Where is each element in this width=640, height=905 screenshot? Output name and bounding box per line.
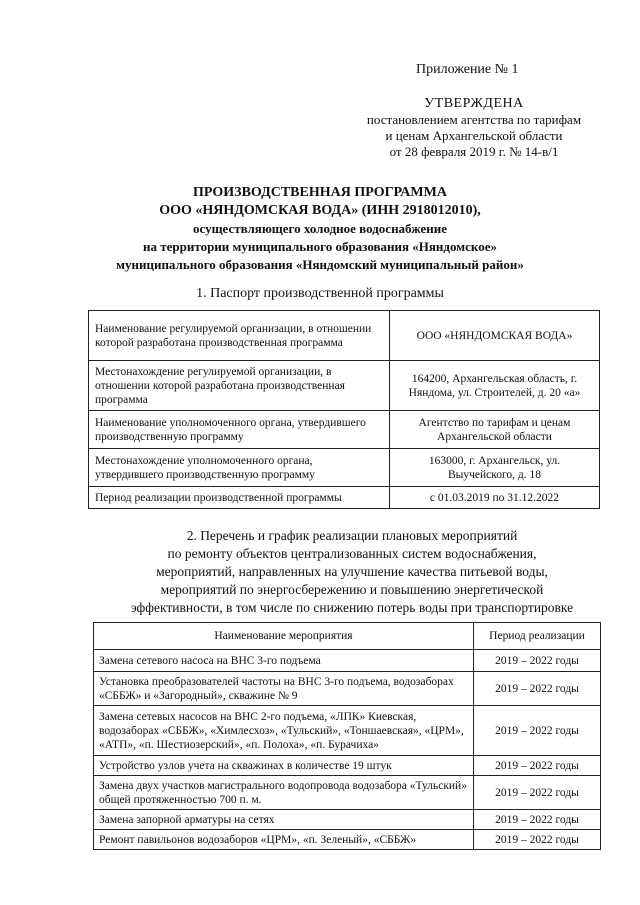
title-line: муниципального образования «Няндомский муниципальный район»: [116, 257, 524, 272]
table-row: [94, 810, 601, 830]
passport-label: Наименование уполномоченного органа, утвердившего производственную программу: [89, 411, 390, 449]
passport-value: ООО «НЯНДОМСКАЯ ВОДА»: [390, 311, 600, 361]
table-row: [89, 411, 600, 449]
measure-name: Замена запорной арматуры на сетях: [94, 810, 474, 830]
measure-period: 2019 – 2022 годы: [474, 756, 601, 776]
title-line: ООО «НЯНДОМСКАЯ ВОДА» (ИНН 2918012010),: [159, 203, 481, 218]
measure-period: 2019 – 2022 годы: [474, 776, 601, 810]
appendix-label: Приложение № 1: [416, 62, 519, 77]
measure-name: Замена двух участков магистрального водопровода водозабора «Тульский» общей протяженностью 700 п. м.: [94, 776, 474, 810]
measure-name: Замена сетевого насоса на ВНС 3-го подъема: [94, 650, 474, 672]
table-row: [94, 706, 601, 756]
measure-name: Устройство узлов учета на скважинах в количестве 19 штук: [94, 756, 474, 776]
table-row: [94, 830, 601, 850]
measure-period: 2019 – 2022 годы: [474, 830, 601, 850]
passport-value: 164200, Архангельская область, г. Няндома, ул. Строителей, д. 20 «а»: [390, 361, 600, 411]
measure-period: 2019 – 2022 годы: [474, 706, 601, 756]
table-row: [94, 650, 601, 672]
section2-heading: [86, 527, 618, 617]
table-row: [94, 672, 601, 706]
measure-period: 2019 – 2022 годы: [474, 810, 601, 830]
passport-label: Местонахождение регулируемой организации, в отношении которой разработана производственная программа: [89, 361, 390, 411]
passport-value: Агентство по тарифам и ценам Архангельской области: [390, 411, 600, 449]
table-row: [94, 756, 601, 776]
table-row: [89, 487, 600, 509]
approval-line: и ценам Архангельской области: [385, 128, 563, 143]
title-line: ПРОИЗВОДСТВЕННАЯ ПРОГРАММА: [193, 185, 447, 200]
table-header-row: [94, 623, 601, 650]
table-row: [89, 361, 600, 411]
approval-heading: УТВЕРЖДЕНА: [424, 96, 524, 111]
document-title: [80, 184, 560, 274]
table-row: [89, 311, 600, 361]
section2-line: мероприятий, направленных на улучшение качества питьевой воды,: [156, 564, 548, 579]
measures-table: [93, 622, 601, 850]
section1-heading: 1. Паспорт производственной программы: [196, 286, 444, 301]
passport-value: с 01.03.2019 по 31.12.2022: [390, 487, 600, 509]
approval-line: постановлением агентства по тарифам: [366, 112, 582, 127]
section2-line: эффективности, в том числе по снижению потерь воды при транспортировке: [130, 600, 574, 615]
section2-line: 2. Перечень и график реализации плановых мероприятий: [186, 528, 518, 543]
table-row: [94, 776, 601, 810]
passport-label: Местонахождение уполномоченного органа, утвердившего производственную программу: [89, 449, 390, 487]
column-header-name: Наименование мероприятия: [94, 623, 474, 650]
column-header-period: Период реализации: [474, 623, 601, 650]
section2-line: по ремонту объектов централизованных систем водоснабжения,: [167, 546, 537, 561]
approval-block: [340, 96, 608, 160]
measure-name: Замена сетевых насосов на ВНС 2-го подъема, «ЛПК» Киевская, водозаборах «СББЖ», «Химлесхоз», «Тульский», «Тоншаевская», «ЦРМ», «АТП», «п. Шестиозерский», «п. Полоха», «п. Бурачиха»: [94, 706, 474, 756]
measure-name: Установка преобразователей частоты на ВНС 3-го подъема, водозаборах «СББЖ» и «Загородный», скважине № 9: [94, 672, 474, 706]
passport-label: Период реализации производственной программы: [89, 487, 390, 509]
passport-label: Наименование регулируемой организации, в отношении которой разработана производственная программа: [89, 311, 390, 361]
title-line: на территории муниципального образования «Няндомское»: [143, 239, 497, 254]
approval-date-line: от 28 февраля 2019 г. № 14-в/1: [389, 144, 559, 159]
measure-period: 2019 – 2022 годы: [474, 672, 601, 706]
passport-value: 163000, г. Архангельск, ул. Выучейского, д. 18: [390, 449, 600, 487]
table-row: [89, 449, 600, 487]
measure-period: 2019 – 2022 годы: [474, 650, 601, 672]
passport-table: [88, 310, 600, 509]
measure-name: Ремонт павильонов водозаборов «ЦРМ», «п. Зеленый», «СББЖ»: [94, 830, 474, 850]
section2-line: мероприятий по энергосбережению и повышению энергетической: [160, 582, 544, 597]
title-line: осуществляющего холодное водоснабжение: [192, 221, 448, 236]
